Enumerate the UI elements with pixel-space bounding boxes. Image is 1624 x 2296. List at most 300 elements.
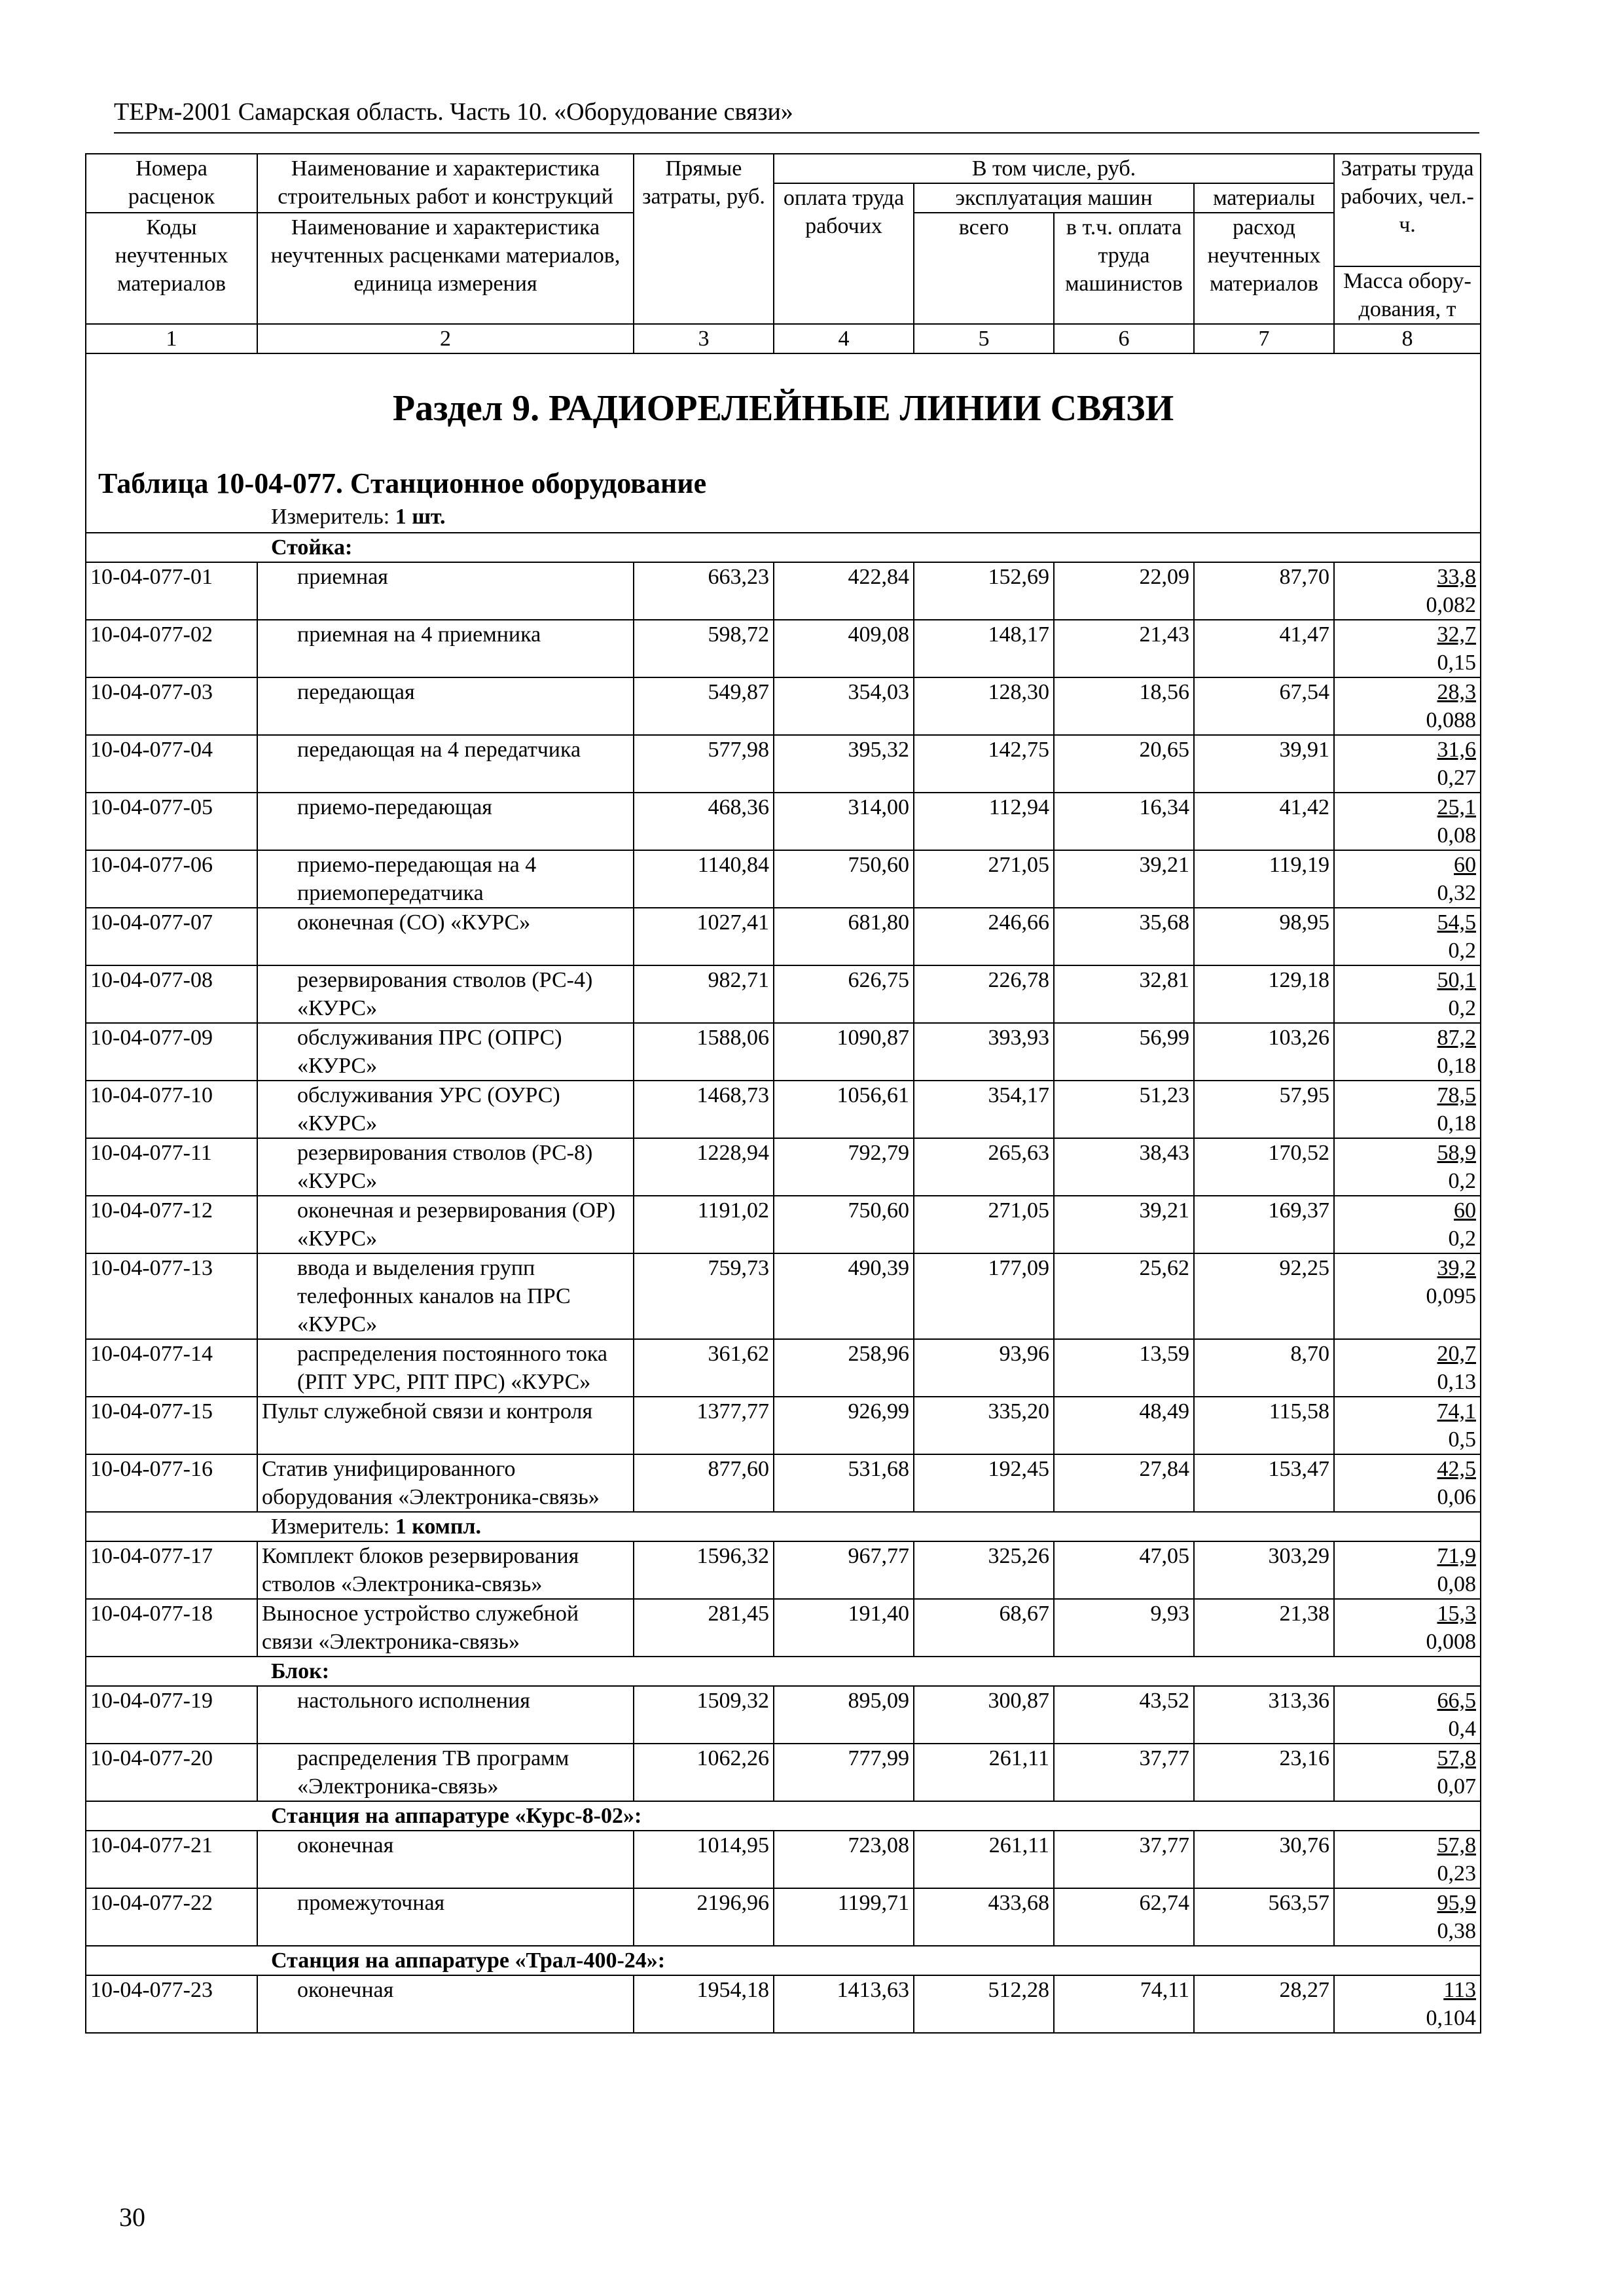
header-material-names: Наименование и характеристика неучтенных расценками материалов, единица измерения bbox=[257, 213, 634, 324]
column-number: 1 bbox=[86, 324, 257, 353]
operators-value: 62,74 bbox=[1054, 1888, 1194, 1946]
labor-hours-value: 50,1 bbox=[1437, 968, 1476, 992]
direct-value: 1509,32 bbox=[634, 1686, 774, 1744]
table-row bbox=[86, 1744, 1481, 1801]
materials-value: 98,95 bbox=[1194, 908, 1334, 965]
operators-value: 39,21 bbox=[1054, 850, 1194, 908]
equipment-mass-value: 0,4 bbox=[1448, 1717, 1476, 1741]
materials-value: 8,70 bbox=[1194, 1339, 1334, 1397]
labor-hours-mass bbox=[1334, 1138, 1481, 1196]
work-name-text: настольного исполнения bbox=[297, 1689, 530, 1713]
direct-value: 663,23 bbox=[634, 562, 774, 620]
materials-value: 30,76 bbox=[1194, 1831, 1334, 1888]
equipment-mass-value: 0,104 bbox=[1426, 2006, 1476, 2030]
equipment-mass-value: 0,18 bbox=[1437, 1111, 1476, 1136]
group-heading: Стойка: bbox=[86, 533, 1481, 562]
labor-hours-value: 28,3 bbox=[1437, 680, 1476, 704]
labor-value: 777,99 bbox=[774, 1744, 914, 1801]
labor-hours-mass bbox=[1334, 850, 1481, 908]
machines-value: 246,66 bbox=[914, 908, 1054, 965]
equipment-mass-value: 0,06 bbox=[1437, 1485, 1476, 1509]
rate-code: 10-04-077-20 bbox=[86, 1744, 257, 1801]
equipment-mass-value: 0,2 bbox=[1448, 1227, 1476, 1251]
table-row bbox=[86, 1975, 1481, 2033]
labor-value: 750,60 bbox=[774, 1196, 914, 1253]
labor-hours-mass bbox=[1334, 908, 1481, 965]
labor-hours-mass bbox=[1334, 793, 1481, 850]
labor-hours-value: 33,8 bbox=[1437, 565, 1476, 589]
meter-line bbox=[86, 1512, 1481, 1541]
labor-hours-value: 25,1 bbox=[1437, 795, 1476, 819]
header-labor-pay: оплата труда рабочих bbox=[774, 183, 914, 324]
work-name bbox=[257, 1397, 634, 1454]
labor-hours-value: 57,8 bbox=[1437, 1746, 1476, 1770]
table-row bbox=[86, 1888, 1481, 1946]
machines-value: 354,17 bbox=[914, 1081, 1054, 1138]
machines-value: 177,09 bbox=[914, 1253, 1054, 1339]
machines-value: 271,05 bbox=[914, 1196, 1054, 1253]
labor-value: 723,08 bbox=[774, 1831, 914, 1888]
operators-value: 51,23 bbox=[1054, 1081, 1194, 1138]
work-name-text: приемная на 4 приемника bbox=[297, 622, 541, 647]
table-row bbox=[86, 850, 1481, 908]
machines-value: 512,28 bbox=[914, 1975, 1054, 2033]
header-direct-costs: Прямые затраты, руб. bbox=[634, 154, 774, 324]
labor-hours-mass bbox=[1334, 1831, 1481, 1888]
machines-value: 271,05 bbox=[914, 850, 1054, 908]
equipment-mass-value: 0,082 bbox=[1426, 593, 1476, 617]
equipment-mass-value: 0,095 bbox=[1426, 1284, 1476, 1308]
machines-value: 261,11 bbox=[914, 1744, 1054, 1801]
labor-hours-value: 74,1 bbox=[1437, 1399, 1476, 1424]
materials-value: 92,25 bbox=[1194, 1253, 1334, 1339]
materials-value: 313,36 bbox=[1194, 1686, 1334, 1744]
equipment-mass-value: 0,23 bbox=[1437, 1861, 1476, 1886]
equipment-mass-value: 0,07 bbox=[1437, 1774, 1476, 1799]
rate-code: 10-04-077-15 bbox=[86, 1397, 257, 1454]
labor-value: 750,60 bbox=[774, 850, 914, 908]
materials-value: 129,18 bbox=[1194, 965, 1334, 1023]
table-row bbox=[86, 1138, 1481, 1196]
materials-value: 563,57 bbox=[1194, 1888, 1334, 1946]
header-materials-usage: расход неучтенных материалов bbox=[1194, 213, 1334, 324]
table-row bbox=[86, 1253, 1481, 1339]
table-title: Таблица 10-04-077. Станционное оборудование bbox=[98, 467, 707, 499]
rate-code: 10-04-077-05 bbox=[86, 793, 257, 850]
meter-value: 1 шт. bbox=[395, 505, 446, 529]
labor-hours-mass bbox=[1334, 562, 1481, 620]
labor-hours-value: 57,8 bbox=[1437, 1833, 1476, 1857]
materials-value: 115,58 bbox=[1194, 1397, 1334, 1454]
header-machines-total: всего bbox=[914, 213, 1054, 324]
direct-value: 1062,26 bbox=[634, 1744, 774, 1801]
labor-hours-value: 20,7 bbox=[1437, 1342, 1476, 1366]
header-operators-pay: в т.ч. оплата труда машинистов bbox=[1054, 213, 1194, 324]
operators-value: 27,84 bbox=[1054, 1454, 1194, 1512]
direct-value: 361,62 bbox=[634, 1339, 774, 1397]
rate-code: 10-04-077-14 bbox=[86, 1339, 257, 1397]
labor-hours-mass bbox=[1334, 1081, 1481, 1138]
work-name bbox=[257, 677, 634, 735]
labor-hours-mass bbox=[1334, 1253, 1481, 1339]
rate-code: 10-04-077-08 bbox=[86, 965, 257, 1023]
labor-value: 926,99 bbox=[774, 1397, 914, 1454]
materials-value: 28,27 bbox=[1194, 1975, 1334, 2033]
rate-code: 10-04-077-12 bbox=[86, 1196, 257, 1253]
rate-code: 10-04-077-09 bbox=[86, 1023, 257, 1081]
work-name bbox=[257, 965, 634, 1023]
work-name bbox=[257, 1138, 634, 1196]
labor-value: 395,32 bbox=[774, 735, 914, 793]
equipment-mass-value: 0,18 bbox=[1437, 1054, 1476, 1078]
operators-value: 21,43 bbox=[1054, 620, 1194, 677]
work-name-text: обслуживания УРС (ОУРС) «КУРС» bbox=[297, 1083, 560, 1136]
work-name-text: Пульт служебной связи и контроля bbox=[262, 1399, 593, 1424]
work-name-text: оконечная bbox=[297, 1978, 394, 2002]
materials-value: 119,19 bbox=[1194, 850, 1334, 908]
work-name-text: приемо-передающая bbox=[297, 795, 492, 819]
work-name bbox=[257, 908, 634, 965]
operators-value: 20,65 bbox=[1054, 735, 1194, 793]
equipment-mass-value: 0,088 bbox=[1426, 708, 1476, 732]
direct-value: 1377,77 bbox=[634, 1397, 774, 1454]
labor-hours-value: 87,2 bbox=[1437, 1026, 1476, 1050]
column-number: 6 bbox=[1054, 324, 1194, 353]
work-name bbox=[257, 1599, 634, 1657]
direct-value: 598,72 bbox=[634, 620, 774, 677]
header-labor-hours: Затраты труда рабочих, чел.-ч. bbox=[1334, 154, 1481, 266]
labor-hours-value: 95,9 bbox=[1437, 1891, 1476, 1915]
operators-value: 32,81 bbox=[1054, 965, 1194, 1023]
labor-value: 681,80 bbox=[774, 908, 914, 965]
work-name-text: обслуживания ПРС (ОПРС) «КУРС» bbox=[297, 1026, 562, 1078]
operators-value: 37,77 bbox=[1054, 1744, 1194, 1801]
labor-hours-mass bbox=[1334, 735, 1481, 793]
column-number: 7 bbox=[1194, 324, 1334, 353]
work-name bbox=[257, 1454, 634, 1512]
work-name-text: Выносное устройство служебной связи «Электроника-связь» bbox=[262, 1602, 579, 1654]
materials-value: 57,95 bbox=[1194, 1081, 1334, 1138]
equipment-mass-value: 0,2 bbox=[1448, 939, 1476, 963]
work-name-text: промежуточная bbox=[297, 1891, 445, 1915]
equipment-mass-value: 0,2 bbox=[1448, 996, 1476, 1020]
labor-hours-value: 54,5 bbox=[1437, 910, 1476, 935]
equipment-mass-value: 0,27 bbox=[1437, 766, 1476, 790]
labor-hours-mass bbox=[1334, 1023, 1481, 1081]
work-name-text: оконечная и резервирования (ОР) «КУРС» bbox=[297, 1198, 616, 1251]
labor-value: 626,75 bbox=[774, 965, 914, 1023]
materials-value: 87,70 bbox=[1194, 562, 1334, 620]
work-name-text: Статив унифицированного оборудования «Электроника-связь» bbox=[262, 1457, 600, 1509]
machines-value: 93,96 bbox=[914, 1339, 1054, 1397]
work-name bbox=[257, 1744, 634, 1801]
meter-label: Измеритель: bbox=[271, 1515, 390, 1539]
labor-hours-value: 71,9 bbox=[1437, 1544, 1476, 1568]
labor-hours-mass bbox=[1334, 1196, 1481, 1253]
table-row bbox=[86, 1196, 1481, 1253]
equipment-mass-value: 0,08 bbox=[1437, 1572, 1476, 1596]
machines-value: 68,67 bbox=[914, 1599, 1054, 1657]
work-name bbox=[257, 735, 634, 793]
materials-value: 23,16 bbox=[1194, 1744, 1334, 1801]
rate-code: 10-04-077-11 bbox=[86, 1138, 257, 1196]
labor-value: 314,00 bbox=[774, 793, 914, 850]
operators-value: 74,11 bbox=[1054, 1975, 1194, 2033]
machines-value: 335,20 bbox=[914, 1397, 1054, 1454]
labor-value: 792,79 bbox=[774, 1138, 914, 1196]
work-name bbox=[257, 562, 634, 620]
direct-value: 982,71 bbox=[634, 965, 774, 1023]
operators-value: 22,09 bbox=[1054, 562, 1194, 620]
work-name bbox=[257, 1831, 634, 1888]
table-row bbox=[86, 562, 1481, 620]
rate-code: 10-04-077-17 bbox=[86, 1541, 257, 1599]
labor-hours-mass bbox=[1334, 1686, 1481, 1744]
machines-value: 261,11 bbox=[914, 1831, 1054, 1888]
rates-table bbox=[85, 153, 1481, 2034]
labor-hours-mass bbox=[1334, 677, 1481, 735]
labor-value: 1413,63 bbox=[774, 1975, 914, 2033]
direct-value: 1228,94 bbox=[634, 1138, 774, 1196]
meter-value: 1 компл. bbox=[395, 1515, 482, 1539]
operators-value: 25,62 bbox=[1054, 1253, 1194, 1339]
page-number: 30 bbox=[119, 2202, 145, 2232]
labor-hours-mass bbox=[1334, 1541, 1481, 1599]
work-name-text: распределения ТВ программ «Электроника-связь» bbox=[297, 1746, 569, 1799]
operators-value: 39,21 bbox=[1054, 1196, 1194, 1253]
direct-value: 1027,41 bbox=[634, 908, 774, 965]
equipment-mass-value: 0,008 bbox=[1426, 1630, 1476, 1654]
work-name bbox=[257, 1975, 634, 2033]
table-row bbox=[86, 1831, 1481, 1888]
materials-value: 41,47 bbox=[1194, 620, 1334, 677]
table-row bbox=[86, 908, 1481, 965]
table-row bbox=[86, 735, 1481, 793]
labor-value: 191,40 bbox=[774, 1599, 914, 1657]
labor-value: 1199,71 bbox=[774, 1888, 914, 1946]
materials-value: 21,38 bbox=[1194, 1599, 1334, 1657]
labor-value: 531,68 bbox=[774, 1454, 914, 1512]
direct-value: 1014,95 bbox=[634, 1831, 774, 1888]
labor-hours-mass bbox=[1334, 620, 1481, 677]
machines-value: 226,78 bbox=[914, 965, 1054, 1023]
header-material-codes: Коды неучтенных материалов bbox=[86, 213, 257, 324]
work-name bbox=[257, 1686, 634, 1744]
equipment-mass-value: 0,2 bbox=[1448, 1169, 1476, 1193]
operators-value: 37,77 bbox=[1054, 1831, 1194, 1888]
table-row bbox=[86, 620, 1481, 677]
work-name bbox=[257, 1253, 634, 1339]
rate-code: 10-04-077-13 bbox=[86, 1253, 257, 1339]
labor-value: 1056,61 bbox=[774, 1081, 914, 1138]
machines-value: 325,26 bbox=[914, 1541, 1054, 1599]
table-row bbox=[86, 793, 1481, 850]
rate-code: 10-04-077-06 bbox=[86, 850, 257, 908]
materials-value: 303,29 bbox=[1194, 1541, 1334, 1599]
work-name-text: оконечная (СО) «КУРС» bbox=[297, 910, 531, 935]
rate-code: 10-04-077-21 bbox=[86, 1831, 257, 1888]
table-row bbox=[86, 1541, 1481, 1599]
machines-value: 128,30 bbox=[914, 677, 1054, 735]
materials-value: 103,26 bbox=[1194, 1023, 1334, 1081]
section-title: Раздел 9. РАДИОРЕЛЕЙНЫЕ ЛИНИИ СВЯЗИ bbox=[392, 388, 1174, 429]
table-row bbox=[86, 1397, 1481, 1454]
machines-value: 142,75 bbox=[914, 735, 1054, 793]
labor-hours-value: 60 bbox=[1454, 853, 1476, 877]
operators-value: 35,68 bbox=[1054, 908, 1194, 965]
operators-value: 56,99 bbox=[1054, 1023, 1194, 1081]
machines-value: 152,69 bbox=[914, 562, 1054, 620]
equipment-mass-value: 0,08 bbox=[1437, 823, 1476, 848]
rate-code: 10-04-077-03 bbox=[86, 677, 257, 735]
machines-value: 265,63 bbox=[914, 1138, 1054, 1196]
machines-value: 192,45 bbox=[914, 1454, 1054, 1512]
operators-value: 43,52 bbox=[1054, 1686, 1194, 1744]
direct-value: 281,45 bbox=[634, 1599, 774, 1657]
labor-hours-value: 66,5 bbox=[1437, 1689, 1476, 1713]
rate-code: 10-04-077-16 bbox=[86, 1454, 257, 1512]
direct-value: 1191,02 bbox=[634, 1196, 774, 1253]
work-name-text: распределения постоянного тока (РПТ УРС, РПТ ПРС) «КУРС» bbox=[297, 1342, 608, 1394]
work-name bbox=[257, 1196, 634, 1253]
table-row bbox=[86, 1081, 1481, 1138]
work-name bbox=[257, 1339, 634, 1397]
labor-hours-value: 32,7 bbox=[1437, 622, 1476, 647]
equipment-mass-value: 0,15 bbox=[1437, 651, 1476, 675]
table-row bbox=[86, 1339, 1481, 1397]
materials-value: 39,91 bbox=[1194, 735, 1334, 793]
header-including: В том числе, руб. bbox=[774, 154, 1334, 183]
work-name-text: резервирования стволов (РС-8) «КУРС» bbox=[297, 1141, 593, 1193]
column-number: 4 bbox=[774, 324, 914, 353]
machines-value: 112,94 bbox=[914, 793, 1054, 850]
header-materials: материалы bbox=[1194, 183, 1334, 213]
labor-hours-mass bbox=[1334, 1599, 1481, 1657]
machines-value: 433,68 bbox=[914, 1888, 1054, 1946]
work-name bbox=[257, 1081, 634, 1138]
rate-code: 10-04-077-07 bbox=[86, 908, 257, 965]
header-rate-numbers: Номера расценок bbox=[86, 154, 257, 213]
labor-hours-value: 31,6 bbox=[1437, 738, 1476, 762]
work-name bbox=[257, 1541, 634, 1599]
work-name bbox=[257, 620, 634, 677]
labor-hours-value: 78,5 bbox=[1437, 1083, 1476, 1107]
labor-value: 354,03 bbox=[774, 677, 914, 735]
rate-code: 10-04-077-10 bbox=[86, 1081, 257, 1138]
labor-hours-mass bbox=[1334, 965, 1481, 1023]
header-equipment-mass: Масса обору-дования, т bbox=[1334, 266, 1481, 324]
machines-value: 393,93 bbox=[914, 1023, 1054, 1081]
direct-value: 877,60 bbox=[634, 1454, 774, 1512]
materials-value: 41,42 bbox=[1194, 793, 1334, 850]
work-name-text: приемная bbox=[297, 565, 388, 589]
labor-hours-value: 113 bbox=[1443, 1978, 1476, 2002]
labor-value: 258,96 bbox=[774, 1339, 914, 1397]
labor-value: 1090,87 bbox=[774, 1023, 914, 1081]
direct-value: 2196,96 bbox=[634, 1888, 774, 1946]
labor-value: 895,09 bbox=[774, 1686, 914, 1744]
work-name bbox=[257, 793, 634, 850]
machines-value: 300,87 bbox=[914, 1686, 1054, 1744]
operators-value: 47,05 bbox=[1054, 1541, 1194, 1599]
labor-value: 422,84 bbox=[774, 562, 914, 620]
machines-value: 148,17 bbox=[914, 620, 1054, 677]
labor-value: 409,08 bbox=[774, 620, 914, 677]
labor-hours-value: 39,2 bbox=[1437, 1256, 1476, 1280]
direct-value: 577,98 bbox=[634, 735, 774, 793]
labor-hours-value: 15,3 bbox=[1437, 1602, 1476, 1626]
group-heading: Блок: bbox=[86, 1657, 1481, 1686]
labor-hours-value: 60 bbox=[1454, 1198, 1476, 1223]
labor-hours-mass bbox=[1334, 1454, 1481, 1512]
rate-code: 10-04-077-01 bbox=[86, 562, 257, 620]
column-number: 5 bbox=[914, 324, 1054, 353]
work-name-text: ввода и выделения групп телефонных каналов на ПРС «КУРС» bbox=[297, 1256, 571, 1336]
table-row bbox=[86, 1599, 1481, 1657]
equipment-mass-value: 0,32 bbox=[1437, 881, 1476, 905]
labor-value: 490,39 bbox=[774, 1253, 914, 1339]
equipment-mass-value: 0,5 bbox=[1448, 1427, 1476, 1452]
work-name-text: передающая на 4 передатчика bbox=[297, 738, 581, 762]
direct-value: 1140,84 bbox=[634, 850, 774, 908]
meter-label: Измеритель: bbox=[271, 505, 390, 529]
labor-hours-mass bbox=[1334, 1744, 1481, 1801]
direct-value: 1954,18 bbox=[634, 1975, 774, 2033]
operators-value: 13,59 bbox=[1054, 1339, 1194, 1397]
operators-value: 48,49 bbox=[1054, 1397, 1194, 1454]
rate-code: 10-04-077-18 bbox=[86, 1599, 257, 1657]
work-name bbox=[257, 850, 634, 908]
work-name-text: передающая bbox=[297, 680, 415, 704]
direct-value: 759,73 bbox=[634, 1253, 774, 1339]
labor-hours-value: 42,5 bbox=[1437, 1457, 1476, 1481]
labor-hours-mass bbox=[1334, 1888, 1481, 1946]
operators-value: 38,43 bbox=[1054, 1138, 1194, 1196]
table-row bbox=[86, 1023, 1481, 1081]
equipment-mass-value: 0,38 bbox=[1437, 1919, 1476, 1943]
direct-value: 1588,06 bbox=[634, 1023, 774, 1081]
direct-value: 1468,73 bbox=[634, 1081, 774, 1138]
group-heading: Станция на аппаратуре «Курс-8-02»: bbox=[86, 1801, 1481, 1831]
materials-value: 153,47 bbox=[1194, 1454, 1334, 1512]
direct-value: 1596,32 bbox=[634, 1541, 774, 1599]
direct-value: 468,36 bbox=[634, 793, 774, 850]
work-name bbox=[257, 1023, 634, 1081]
rate-code: 10-04-077-23 bbox=[86, 1975, 257, 2033]
running-header: ТЕРм-2001 Самарская область. Часть 10. «Оборудование связи» bbox=[114, 97, 1479, 134]
equipment-mass-value: 0,13 bbox=[1437, 1370, 1476, 1394]
rate-code: 10-04-077-04 bbox=[86, 735, 257, 793]
rate-code: 10-04-077-02 bbox=[86, 620, 257, 677]
materials-value: 170,52 bbox=[1194, 1138, 1334, 1196]
column-number: 8 bbox=[1334, 324, 1481, 353]
operators-value: 16,34 bbox=[1054, 793, 1194, 850]
work-name-text: приемо-передающая на 4 приемопередатчика bbox=[297, 853, 537, 905]
labor-value: 967,77 bbox=[774, 1541, 914, 1599]
group-heading: Станция на аппаратуре «Трал-400-24»: bbox=[86, 1946, 1481, 1975]
table-row bbox=[86, 1686, 1481, 1744]
labor-hours-mass bbox=[1334, 1397, 1481, 1454]
section-block bbox=[86, 353, 1481, 533]
meter-line bbox=[86, 502, 1480, 532]
materials-value: 169,37 bbox=[1194, 1196, 1334, 1253]
column-numbers-row bbox=[86, 324, 1481, 353]
direct-value: 549,87 bbox=[634, 677, 774, 735]
materials-value: 67,54 bbox=[1194, 677, 1334, 735]
header-machines: эксплуатация машин bbox=[914, 183, 1194, 213]
labor-hours-mass bbox=[1334, 1339, 1481, 1397]
table-row bbox=[86, 677, 1481, 735]
